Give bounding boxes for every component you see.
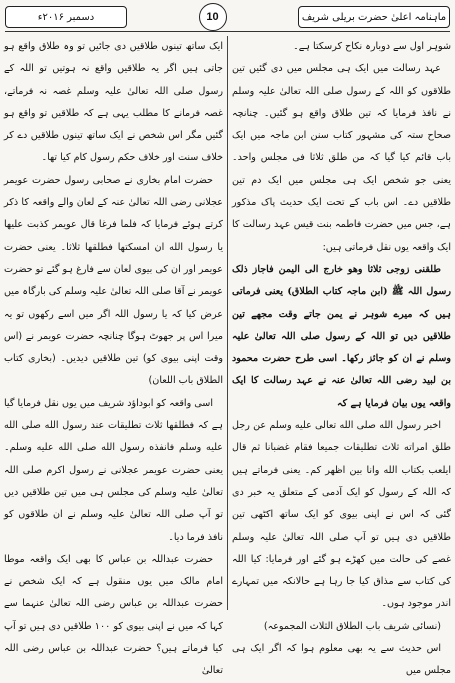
magazine-title: ماہنامہ اعلیٰ حضرت بریلی شریف	[298, 6, 450, 28]
page-number: 10	[199, 3, 227, 31]
paragraph: اسی واقعہ کو ابوداؤد شریف میں یوں نقل فرمایا گیا ہے کہ فطلقها ثلاث تطليقات عند رسول الله صلى الله عليه وسلم فانفذه رسول الله صلى الله عليه وسلم۔ یعنی حضرت عویمر عجلانی نے رسول اکرم صلی اللہ تعالیٰ علیہ وسلم کی مجلس ہی میں تین طلاقیں دیں تو آپ صلی اللہ تعالیٰ علیہ وسلم نے ان طلاقوں کو نافذ فرما دیا۔	[4, 397, 223, 543]
paragraph: اس حدیث سے یہ بھی معلوم ہوا کہ اگر ایک ہی مجلس میں	[232, 643, 451, 677]
paragraph: اخبر رسول الله صلى الله تعالى عليه وسلم عن رجل طلق امراته ثلاث تطليقات جميعا فقام غضبانا ثم قال ايلعب بكتاب الله وانا بين اظهر كم۔ یعنی فرماتے ہیں کہ اللہ کے رسول کو ایک آدمی کے متعلق یہ خبر دی گئی کہ اس نے اپنی بیوی کو ایک ساتھ اکٹھی تین طلاقیں دی ہیں تو آپ صلی اللہ تعالیٰ علیہ وسلم غصے کی حالت میں کھڑے ہو گئے اور فرمایا: کیا اللہ کی کتاب سے مذاق کیا جا رہا ہے حالانکہ میں تمہارے اندر موجود ہوں۔	[232, 420, 451, 610]
header-rule	[5, 31, 450, 32]
paragraph: عہد رسالت میں ایک ہی مجلس میں دی گئیں تین طلاقوں کو اللہ کے رسول صلی اللہ تعالیٰ علیہ وسلم نے نافذ فرمایا کہ تین طلاق واقع ہو گئیں۔ چنانچہ صحاح ستہ کی مشہور کتاب سنن ابن ماجہ میں ایک باب قائم کیا گیا کہ من طلق ثلاثا فی مجلس واحد۔ یعنی جو شخص ایک ہی مجلس میں ایک دم تین طلاقیں دے۔ اس باب کے تحت ایک حدیث پاک مذکور ہے، جس میں حضرت فاطمہ بنت قیس عہد رسالت کا ایک واقعہ یوں نقل فرماتی ہیں:	[232, 63, 451, 253]
page-header	[5, 3, 450, 31]
paragraph: شوہر اول سے دوبارہ نکاح کرسکتا ہے۔	[293, 41, 451, 52]
citation: (نسائی شریف باب الطلاق الثلاث المجموعہ)	[263, 620, 441, 632]
column-divider	[227, 36, 228, 610]
hadith-quote: طلقنی زوجی ثلاثا وھو خارج الی الیمن فاجاز ذلک رسول اللہ ﷺ (ابن ماجہ کتاب الطلاق) یعنی فرماتی ہیں کہ میرے شوہر نے یمن جاتے وقت مجھے تین طلاقیں دیں تو اللہ کے رسول صلی اللہ تعالیٰ علیہ وسلم نے ان کو جائز رکھا۔ اسی طرح حضرت محمود بن لبید رضی اللہ تعالیٰ عنہ نے عہد رسالت کا ایک واقعہ یوں بیان فرمایا ہے کہ	[232, 263, 451, 409]
paragraph: حضرت امام بخاری نے صحابی رسول حضرت عویمر عجلانی رضی اللہ تعالیٰ عنہ کے لعان والے واقعہ کا ذکر کرتے ہوئے فرمایا کہ فلما فرغا قال عويمر كذبت عليها يا رسول الله ان امسكتها فطلقها ثلاثا۔ یعنی حضرت عویمر اور ان کی بیوی لعان سے فارغ ہو گئے تو حضرت عویمر نے آقا صلی اللہ تعالیٰ علیہ وسلم کی بارگاہ میں عرض کیا کہ یا رسول اللہ اگر میں اسے رکھوں تو یہ میرا اس پر جھوٹ ہوگا چنانچہ حضرت عویمر نے (اس وقت اپنی بیوی کو) تین طلاقیں دیدیں۔ (بخاری کتاب الطلاق باب اللعان)	[4, 174, 223, 387]
paragraph: ایک ساتھ تینوں طلاقیں دی جائیں تو وہ طلاق واقع ہو جاتی ہیں اگر یہ طلاقیں واقع نہ ہوتیں تو اللہ کے رسول صلی اللہ تعالیٰ علیہ وسلم غصہ نہ فرماتے، غصہ فرمانے کا مطلب یہی ہے کہ طلاقیں تو واقع ہو گئیں مگر اس شخص نے ایک ساتھ تینوں طلاقیں دے کر خلاف سنت اور خلاف حکم رسول کام کیا تھا۔	[4, 41, 223, 164]
right-column	[232, 36, 451, 677]
issue-date: دسمبر ۲۰۱۶ء	[5, 6, 127, 28]
paragraph: حضرت عبداللہ بن عباس کا بھی ایک واقعہ موطا امام مالک میں یوں منقول ہے کہ ایک شخص نے حضرت عبداللہ بن عباس رضی اللہ تعالیٰ عنہما سے کہا کہ میں نے اپنی بیوی کو ۱۰۰ طلاقیں دی ہیں تو آپ کیا فرماتے ہیں؟ حضرت عبداللہ بن عباس رضی اللہ تعالیٰ	[4, 553, 223, 677]
left-column	[4, 36, 223, 677]
